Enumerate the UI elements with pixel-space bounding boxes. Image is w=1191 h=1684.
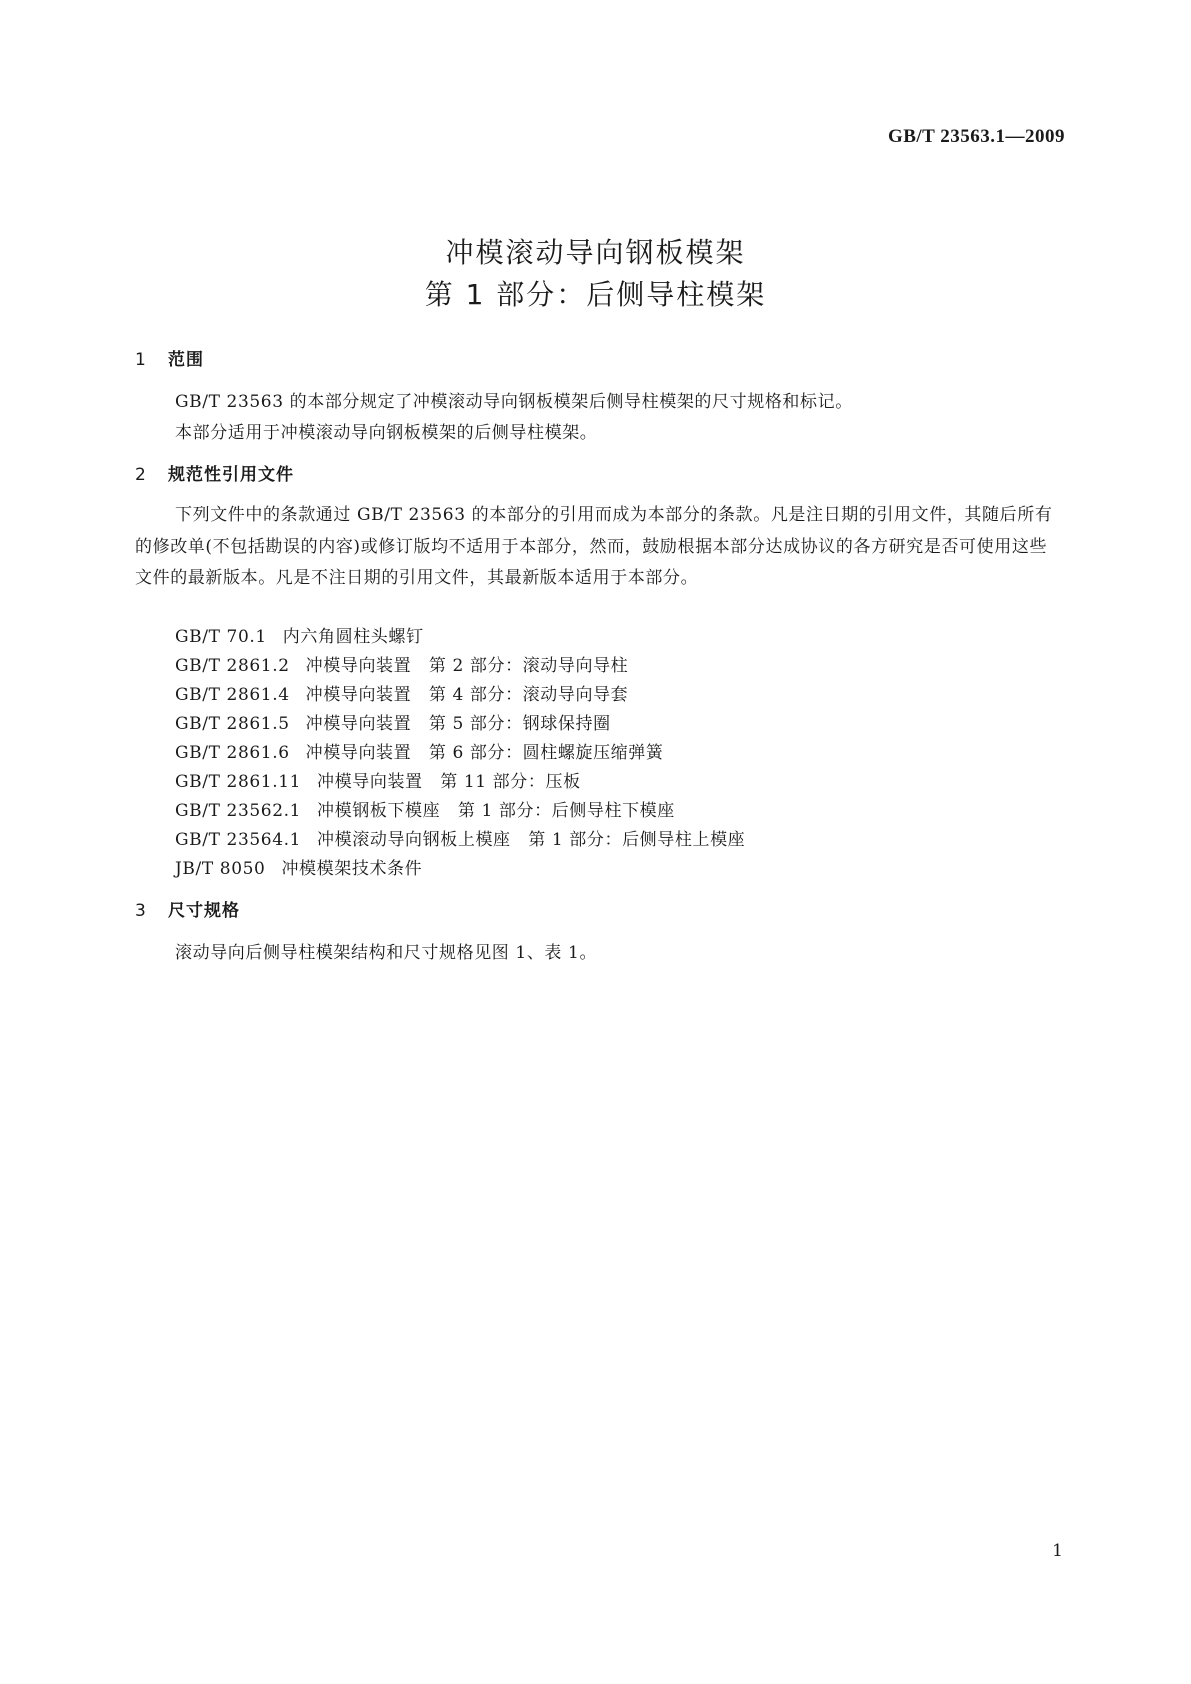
reference-title: 冲模滚动导向钢板上模座 第 1 部分：后侧导柱上模座 — [317, 830, 746, 850]
scope-paragraph-1: GB/T 23563 的本部分规定了冲模滚动导向钢板模架后侧导柱模架的尺寸规格和标记。 — [175, 392, 853, 412]
reference-title: 冲模导向装置 第 6 部分：圆柱螺旋压缩弹簧 — [305, 743, 664, 763]
reference-title: 冲模钢板下模座 第 1 部分：后侧导柱下模座 — [317, 801, 675, 821]
reference-item — [175, 767, 581, 792]
section-heading-dimensions — [135, 896, 240, 921]
reference-item — [175, 709, 611, 734]
reference-code: GB/T 23564.1 — [175, 830, 302, 850]
reference-code: GB/T 2861.6 — [175, 743, 290, 763]
standard-code: GB/T 23563.1—2009 — [887, 126, 1065, 147]
section-number: 2 — [135, 465, 147, 485]
reference-item — [175, 796, 675, 821]
reference-item — [175, 651, 628, 676]
reference-item — [175, 622, 424, 647]
reference-title: 冲模导向装置 第 11 部分：压板 — [317, 772, 581, 792]
document-title: 冲模滚动导向钢板模架 — [445, 236, 746, 269]
section-number: 1 — [135, 350, 147, 370]
reference-item — [175, 680, 628, 705]
section-heading-scope — [135, 345, 204, 370]
dimensions-paragraph: 滚动导向后侧导柱模架结构和尺寸规格见图 1、表 1。 — [175, 943, 598, 963]
page-number: 1 — [1052, 1541, 1063, 1561]
section-heading-normative-references — [135, 460, 294, 485]
reference-title: 冲模导向装置 第 4 部分：滚动导向导套 — [305, 685, 629, 705]
reference-code: GB/T 2861.11 — [175, 772, 302, 792]
reference-code: GB/T 23562.1 — [175, 801, 302, 821]
scope-paragraph-2: 本部分适用于冲模滚动导向钢板模架的后侧导柱模架。 — [175, 423, 598, 443]
document-subtitle: 第 1 部分：后侧导柱模架 — [424, 278, 767, 311]
reference-code: GB/T 2861.2 — [175, 656, 290, 676]
reference-code: GB/T 2861.5 — [175, 714, 290, 734]
reference-title: 内六角圆柱头螺钉 — [282, 627, 424, 647]
reference-code: GB/T 70.1 — [175, 627, 267, 647]
section-number: 3 — [135, 901, 147, 921]
reference-title: 冲模导向装置 第 2 部分：滚动导向导柱 — [305, 656, 629, 676]
section-title: 规范性引用文件 — [168, 465, 294, 485]
section-title: 范围 — [168, 350, 204, 370]
reference-code: GB/T 2861.4 — [175, 685, 290, 705]
reference-title: 冲模模架技术条件 — [281, 859, 423, 879]
reference-code: JB/T 8050 — [175, 859, 266, 879]
references-intro-paragraph — [135, 500, 1060, 595]
reference-item — [175, 825, 745, 850]
reference-item — [175, 854, 422, 879]
section-title: 尺寸规格 — [168, 901, 240, 921]
reference-title: 冲模导向装置 第 5 部分：钢球保持圈 — [305, 714, 611, 734]
reference-item — [175, 738, 663, 763]
references-intro-text: 下列文件中的条款通过 GB/T 23563 的本部分的引用而成为本部分的条款。凡是注日期的引用文件，其随后所有的修改单(不包括勘误的内容)或修订版均不适用于本部分，然而，鼓励根据本部分达成协议的各方研究是否可使用这些文件的最新版本。凡是不注日期的引用文件，其最新版本适用于本部分。 — [135, 505, 1053, 588]
